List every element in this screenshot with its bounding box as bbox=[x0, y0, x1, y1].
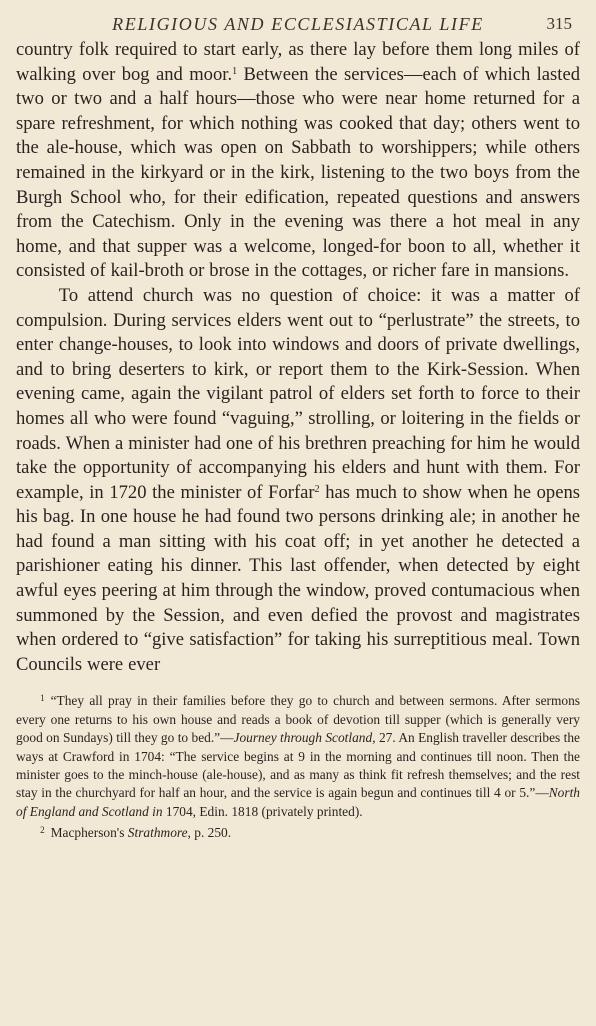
footnote bbox=[16, 689, 580, 821]
paragraph-text: country folk required to start early, as there lay before them long miles of walking over bog and moor. bbox=[16, 39, 580, 85]
page-header bbox=[16, 8, 580, 38]
footnote-text: 1704, Edin. 1818 (privately printed). bbox=[162, 803, 363, 819]
footnote-citation: North of England and Scotland in bbox=[16, 785, 580, 819]
footnote-reference: 1 bbox=[232, 65, 238, 77]
paragraph bbox=[16, 284, 580, 678]
paragraph-text: To attend church was no question of choice: it was a matter of compulsion. During services elders went out to “perlustrate” the streets, to enter change-houses, to look into windows and doors of private dwellings, and to bring deserters to kirk, or report them to the Kirk-Session. When evening came, again the vigilant patrol of elders set forth to force to their homes all who were found “vaguing,” strolling, or loitering in the fields or roads. When a minister had one of his brethren preaching for him he would take the opportunity of accompanying his elders and hunt with them. For example, in 1720 the minister of Forfar bbox=[16, 284, 580, 503]
footnote bbox=[16, 821, 580, 842]
footnotes bbox=[16, 689, 580, 842]
body-text bbox=[16, 38, 580, 677]
paragraph bbox=[16, 38, 580, 284]
footnote-citation: Strathmore bbox=[127, 825, 188, 841]
footnote-text: , p. 250. bbox=[187, 825, 232, 841]
footnote-reference: 2 bbox=[314, 483, 320, 495]
paragraph-text: Between the services—each of which lasted two or two and a half hours—those who were near home returned for a spare refreshment, for which nothing was cooked that day; others went to the ale-house, which was open on Sabbath to worshippers; while others remained in the kirkyard or in the kirk, listening to the two boys from the Burgh School who, for their edification, repeated questions and answers from the Catechism. Only in the evening was there a hot meal in any home, and that supper was a welcome, longed-for boon to all, whether it consisted of kail-broth or brose in the cottages, or richer fare in mansions. bbox=[16, 63, 580, 282]
footnote-citation: Journey through Scotland bbox=[233, 730, 373, 746]
paragraph-text: has much to show when he opens his bag. In one house he had found two persons drinking ale; in another he had found a man sitting with his coat off; in yet another he detected a parishioner eating his dinner. This last offender, when detected by eight awful eyes peering at him through the window, proved contumacious when summoned by the Session, and even defied the provost and magistrates when ordered to “give satisfaction” for taking his surreptitious meal. Town Councils were ever bbox=[16, 481, 580, 675]
footnote-text: “They all pray in their families before they go to church and between sermons. After sermons every one returns to his own house and reads a book of devotion till supper (which is generally very good on Sundays) till they go to bed.”— bbox=[16, 693, 580, 746]
running-head: RELIGIOUS AND ECCLESIASTICAL LIFE bbox=[112, 14, 484, 34]
page-number: 315 bbox=[546, 14, 572, 33]
footnote-mark: 1 bbox=[40, 693, 45, 704]
footnote-mark: 2 bbox=[40, 825, 45, 836]
footnote-text: Macpherson's bbox=[50, 825, 128, 841]
footnote-text: , 27. An English traveller describes the ways at Crawford in 1704: “The service begins at 9 in the morning and continues till noon. Then the minister goes to the minch-house (ale-house), and as many as think fit refresh themselves; and the rest stay in the churchyard for half an hour, and the service is again begun and continues till 4 or 5.”— bbox=[16, 730, 580, 801]
